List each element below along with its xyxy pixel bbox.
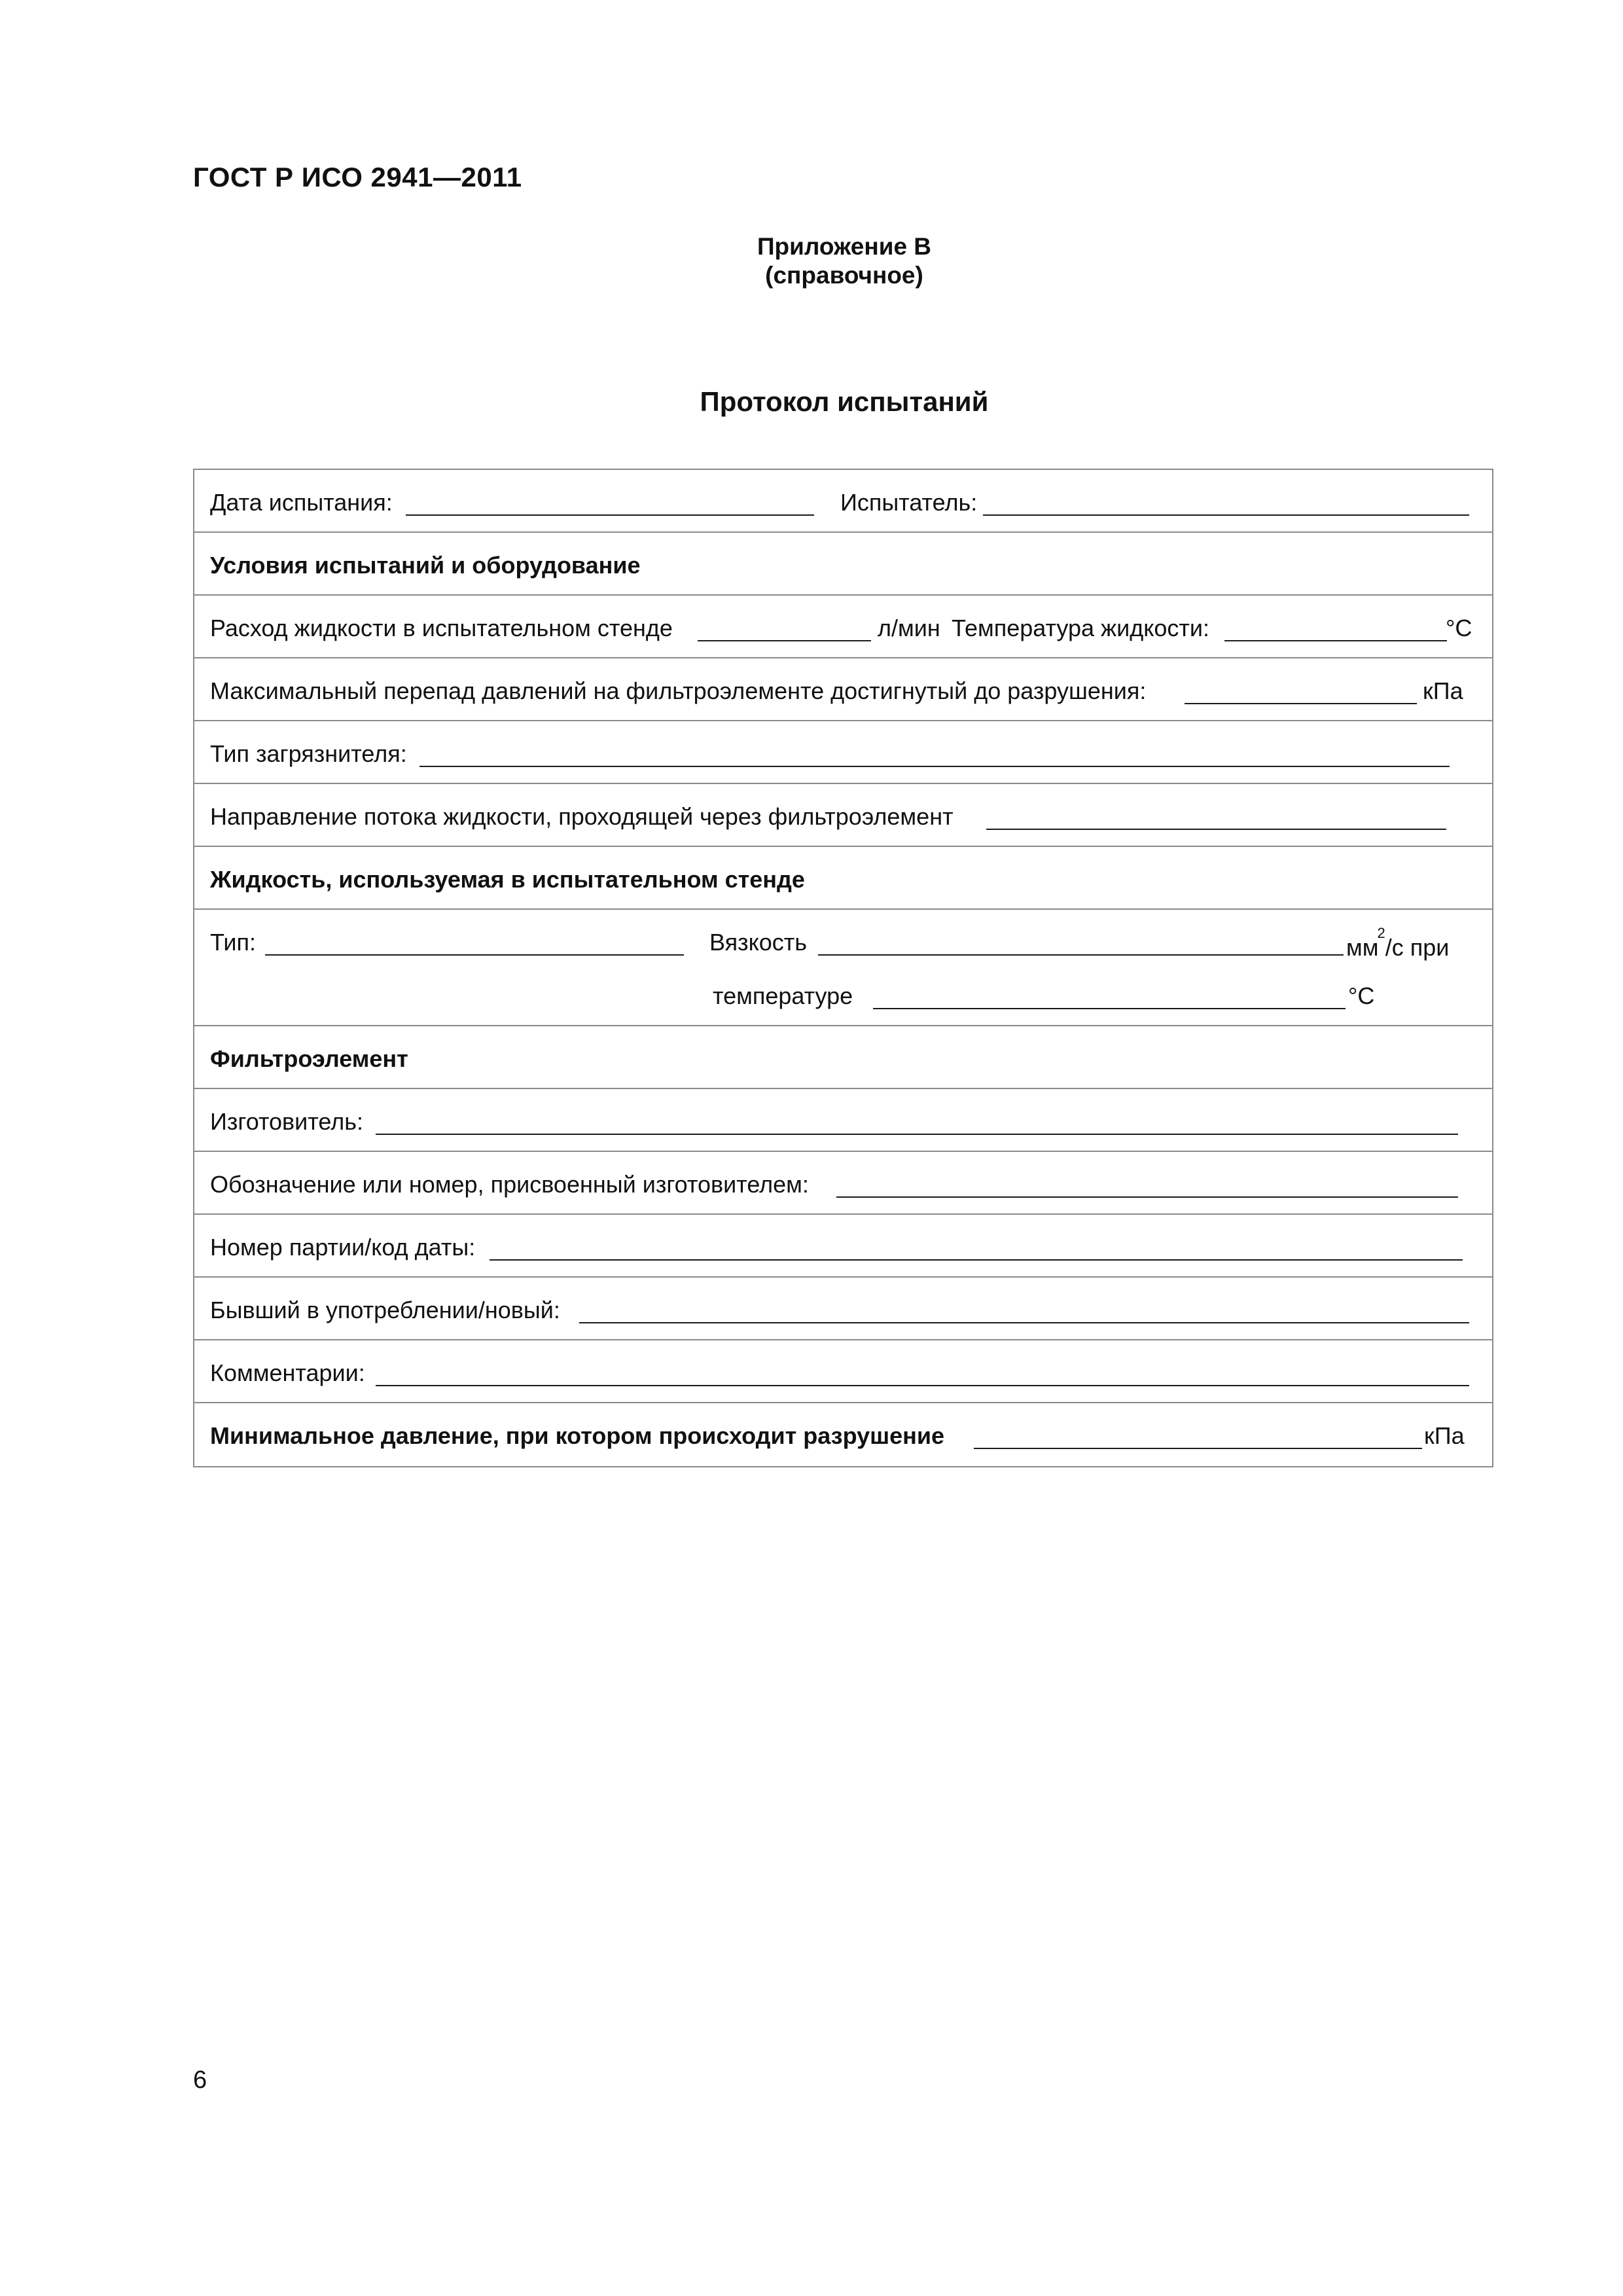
contaminant-label: Тип загрязнителя: [210, 740, 407, 767]
tester-field[interactable] [983, 514, 1469, 516]
comments-field[interactable] [376, 1385, 1469, 1386]
used-new-label: Бывший в употреблении/новый: [210, 1297, 560, 1323]
contaminant-field[interactable] [419, 766, 1450, 767]
conditions-header: Условия испытаний и оборудование [210, 552, 641, 579]
manufacturer-label: Изготовитель: [210, 1108, 363, 1135]
appendix-title: Приложение В [757, 233, 932, 260]
row-flow-temperature [194, 596, 1492, 658]
flow-direction-label: Направление потока жидкости, проходящей через фильтроэлемент [210, 803, 954, 830]
row-comments [194, 1340, 1492, 1403]
protocol-title: Протокол испытаний [700, 386, 989, 417]
designation-field[interactable] [836, 1196, 1458, 1198]
row-contaminant [194, 721, 1492, 784]
min-pressure-unit: кПа [1424, 1422, 1465, 1449]
max-pressure-field[interactable] [1185, 703, 1417, 704]
fluid-temp-label: Температура жидкости: [952, 615, 1210, 641]
batch-field[interactable] [490, 1259, 1463, 1261]
viscosity-field[interactable] [818, 954, 1344, 956]
min-pressure-label: Минимальное давление, при котором происходит разрушение [210, 1422, 945, 1449]
test-protocol-form [193, 469, 1493, 1467]
min-pressure-field[interactable] [974, 1448, 1422, 1449]
flow-rate-label: Расход жидкости в испытательном стенде [210, 615, 673, 641]
row-designation [194, 1152, 1492, 1215]
row-fluid-header [194, 847, 1492, 910]
designation-label: Обозначение или номер, присвоенный изготовителем: [210, 1171, 809, 1198]
comments-label: Комментарии: [210, 1359, 365, 1386]
fluid-type-label: Тип: [210, 929, 257, 956]
max-pressure-unit: кПа [1423, 677, 1463, 704]
viscosity-unit-main: мм [1346, 934, 1379, 961]
test-date-field[interactable] [406, 514, 814, 516]
appendix-subtitle: (справочное) [765, 262, 923, 289]
row-batch [194, 1215, 1492, 1278]
row-flow-direction [194, 784, 1492, 847]
row-fluid-properties [194, 910, 1492, 1026]
max-pressure-label: Максимальный перепад давлений на фильтроэлементе достигнутый до разрушения: [210, 677, 1147, 704]
temperature-unit: °С [1348, 982, 1375, 1009]
fluid-type-field[interactable] [265, 954, 684, 956]
viscosity-unit [1346, 925, 1450, 961]
row-max-pressure [194, 658, 1492, 721]
row-min-pressure [194, 1403, 1492, 1466]
fluid-temp-unit: °С [1446, 615, 1472, 641]
page-number: 6 [193, 2066, 207, 2094]
flow-direction-field[interactable] [986, 829, 1446, 830]
flow-rate-unit: л/мин [878, 615, 940, 641]
flow-rate-field[interactable] [698, 640, 871, 641]
viscosity-unit-power: 2 [1377, 925, 1385, 941]
viscosity-unit-tail: /с при [1385, 934, 1450, 961]
temperature-label: температуре [713, 982, 853, 1009]
test-date-label: Дата испытания: [210, 489, 393, 516]
row-used-new [194, 1278, 1492, 1340]
row-element-header [194, 1026, 1492, 1089]
viscosity-label: Вязкость [709, 929, 808, 956]
used-new-field[interactable] [579, 1322, 1469, 1323]
fluid-temp-field[interactable] [1224, 640, 1447, 641]
temperature-field[interactable] [873, 1008, 1346, 1009]
row-conditions-header [194, 533, 1492, 596]
element-header: Фильтроэлемент [210, 1045, 408, 1072]
manufacturer-field[interactable] [376, 1134, 1458, 1135]
batch-label: Номер партии/код даты: [210, 1234, 476, 1261]
tester-label: Испытатель: [840, 489, 978, 516]
standard-code: ГОСТ Р ИСО 2941—2011 [193, 162, 522, 192]
fluid-header: Жидкость, используемая в испытательном стенде [210, 866, 805, 893]
row-date-tester [194, 470, 1492, 533]
row-manufacturer [194, 1089, 1492, 1152]
